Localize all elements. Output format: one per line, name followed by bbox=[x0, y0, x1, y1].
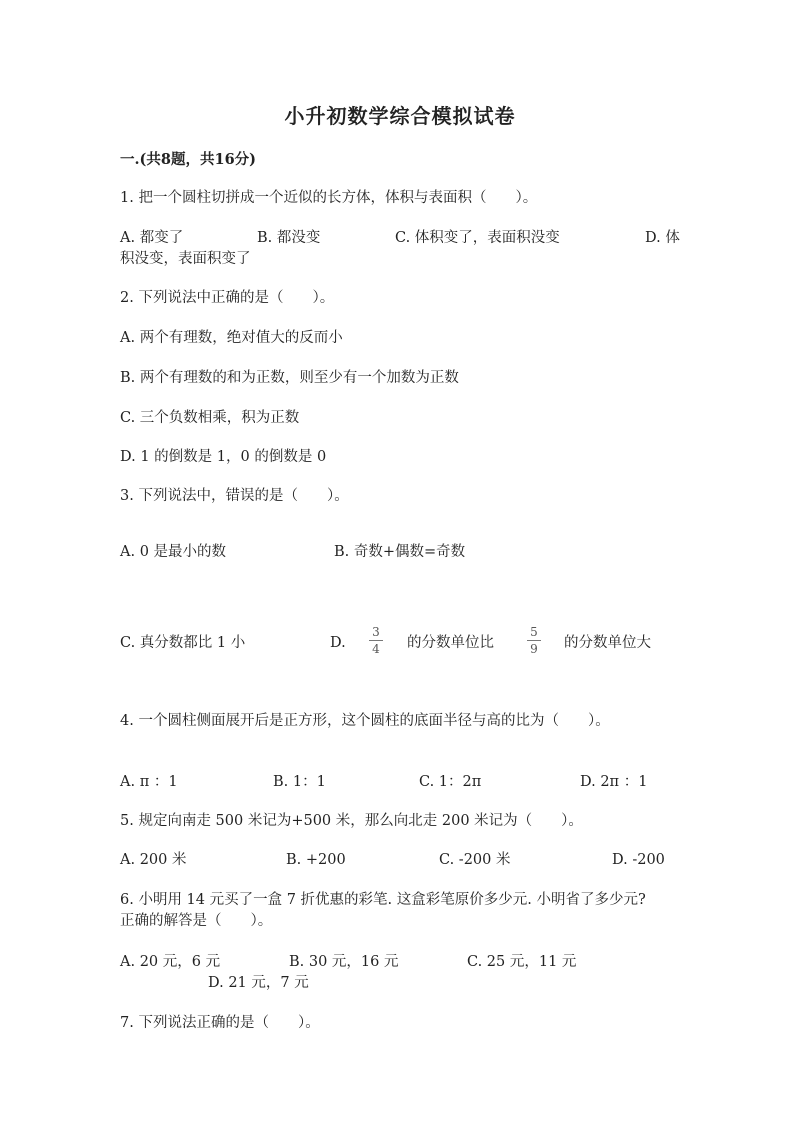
q2-option-d: D. 1 的倒数是 1，0 的倒数是 0 bbox=[120, 449, 327, 465]
q3-option-d-middle: 的分数单位比 bbox=[407, 635, 494, 651]
q6-stem-line2: 正确的解答是（ ）。 bbox=[120, 913, 273, 929]
q1-stem: 1. 把一个圆柱切拼成一个近似的长方体，体积与表面积（ ）。 bbox=[120, 190, 538, 206]
q1-option-d-continued: 积没变，表面积变了 bbox=[120, 251, 251, 267]
q4-option-b: B. 1：1 bbox=[273, 774, 326, 790]
q1-option-a: A. 都变了 bbox=[120, 230, 184, 246]
fraction-denominator: 4 bbox=[372, 642, 380, 656]
q4-option-a: A. π ：1 bbox=[120, 774, 178, 790]
q5-stem: 5. 规定向南走 500 米记为+500 米，那么向北走 200 米记为（ ）。 bbox=[120, 813, 583, 829]
q3-fraction-three-quarters bbox=[369, 625, 383, 656]
q1-option-c: C. 体积变了，表面积没变 bbox=[395, 230, 560, 246]
q2-option-a: A. 两个有理数，绝对值大的反而小 bbox=[120, 330, 343, 346]
q3-option-a: A. 0 是最小的数 bbox=[120, 544, 227, 560]
q3-fraction-five-ninths bbox=[527, 625, 541, 656]
q4-option-c: C. 1：2π bbox=[419, 774, 482, 790]
q6-option-b: B. 30 元，16 元 bbox=[289, 954, 399, 970]
q4-stem: 4. 一个圆柱侧面展开后是正方形，这个圆柱的底面半径与高的比为（ ）。 bbox=[120, 713, 610, 729]
q5-option-c: C. -200 米 bbox=[439, 852, 511, 868]
q7-stem: 7. 下列说法正确的是（ ）。 bbox=[120, 1015, 320, 1031]
q5-option-d: D. -200 bbox=[612, 852, 665, 868]
fraction-bar bbox=[527, 640, 541, 641]
q3-option-d-label: D. bbox=[330, 635, 346, 651]
q1-option-d: D. 体 bbox=[645, 230, 680, 246]
section-heading: 一.(共8题，共16分) bbox=[120, 151, 257, 168]
q4-option-d: D. 2π ：1 bbox=[580, 774, 648, 790]
q3-option-b: B. 奇数+偶数=奇数 bbox=[334, 544, 466, 560]
fraction-numerator: 5 bbox=[530, 625, 538, 639]
q6-option-c: C. 25 元，11 元 bbox=[467, 954, 577, 970]
fraction-denominator: 9 bbox=[530, 642, 538, 656]
q6-option-d: D. 21 元，7 元 bbox=[208, 975, 309, 991]
q6-option-a: A. 20 元，6 元 bbox=[120, 954, 221, 970]
q2-stem: 2. 下列说法中正确的是（ ）。 bbox=[120, 290, 335, 306]
q3-option-d-end: 的分数单位大 bbox=[564, 635, 651, 651]
q5-option-b: B. +200 bbox=[286, 852, 346, 868]
fraction-bar bbox=[369, 640, 383, 641]
fraction-numerator: 3 bbox=[372, 625, 380, 639]
q2-option-c: C. 三个负数相乘，积为正数 bbox=[120, 410, 300, 426]
q3-stem: 3. 下列说法中，错误的是（ ）。 bbox=[120, 488, 349, 504]
q6-stem-line1: 6. 小明用 14 元买了一盒 7 折优惠的彩笔. 这盒彩笔原价多少元. 小明省了多少元? bbox=[120, 892, 646, 908]
q1-option-b: B. 都没变 bbox=[257, 230, 321, 246]
q5-option-a: A. 200 米 bbox=[120, 852, 187, 868]
q2-option-b: B. 两个有理数的和为正数，则至少有一个加数为正数 bbox=[120, 370, 459, 386]
q3-option-c: C. 真分数都比 1 小 bbox=[120, 635, 246, 651]
exam-title: 小升初数学综合模拟试卷 bbox=[284, 104, 516, 128]
